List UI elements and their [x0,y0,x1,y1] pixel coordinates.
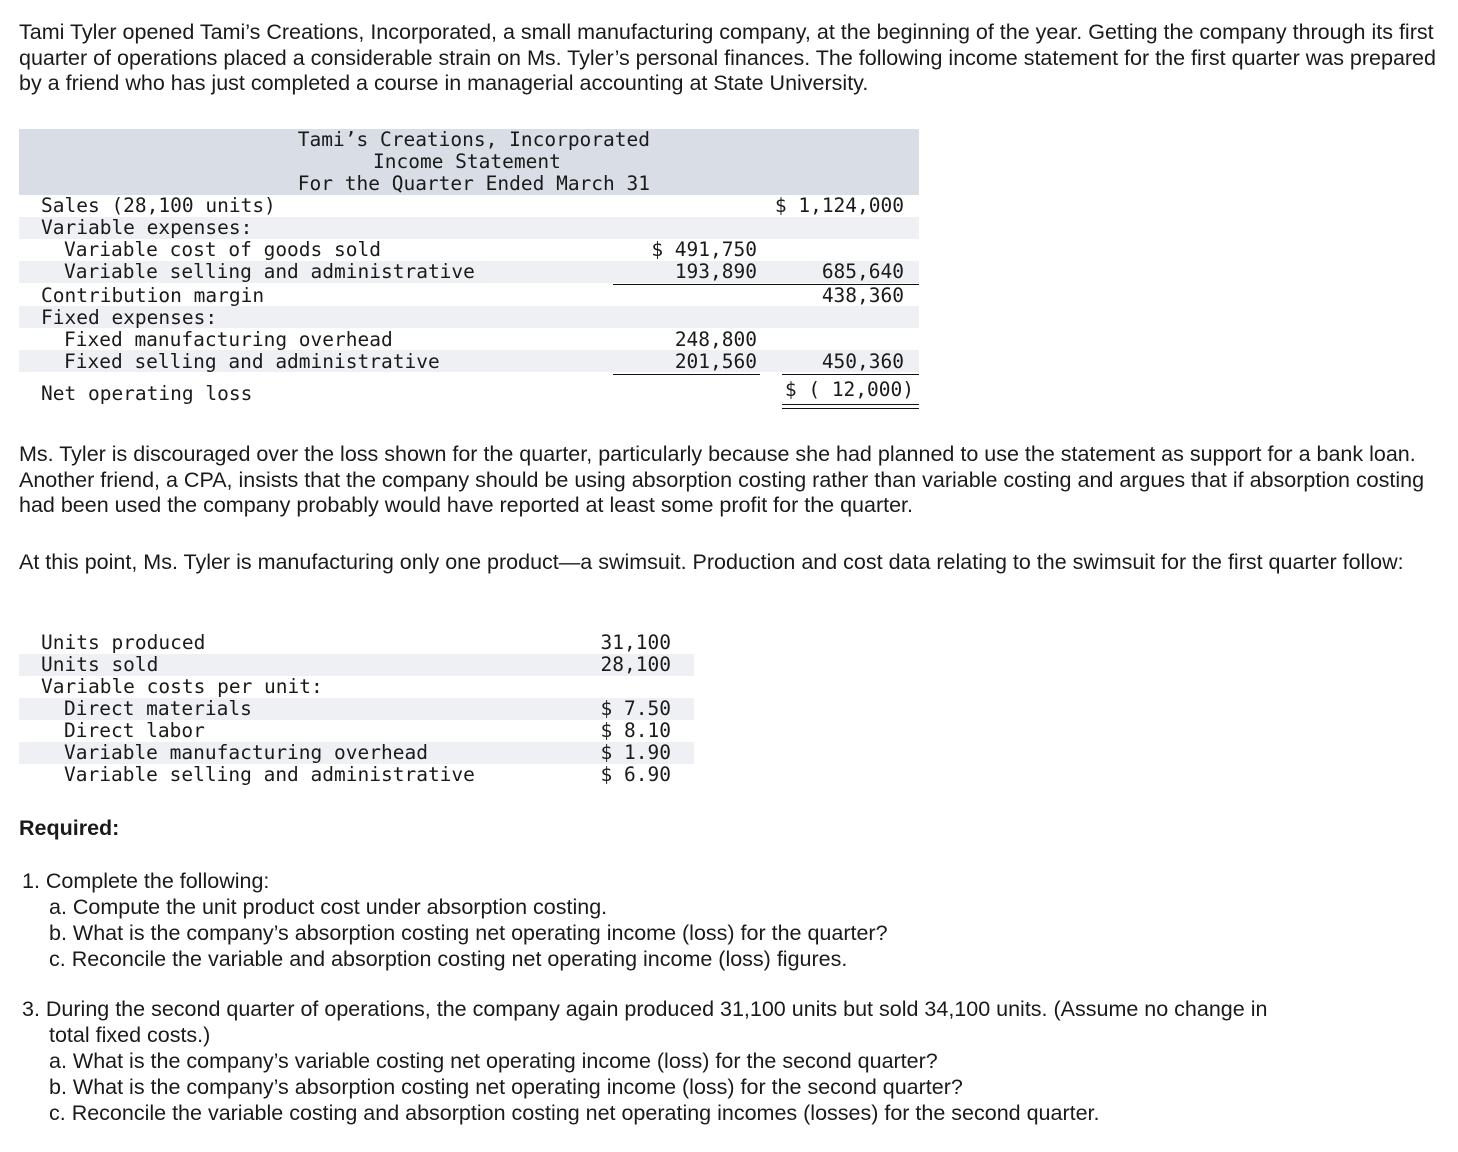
variable-sa-per-unit-value: $ 6.90 [600,763,671,786]
production-intro-paragraph: At this point, Ms. Tyler is manufacturing only one product—a swimsuit. Production and cost data relating to the swimsuit for the first quarter follow: [19,550,1404,574]
fixed-sa-label: Fixed selling and administrative [64,350,440,373]
question-1a: a. Compute the unit product cost under absorption costing. [49,895,608,919]
contribution-margin-value: 438,360 [821,284,904,307]
subtotal-rule [613,374,760,375]
fixed-sa-value: 201,560 [674,350,757,373]
units-produced-value: 31,100 [600,631,671,654]
sales-value: $ 1,124,000 [774,194,904,217]
double-underline [782,404,919,405]
statement-period: For the Quarter Ended March 31 [297,172,650,195]
required-heading: Required: [19,816,120,840]
net-operating-loss-value: $ ( 12,000) [784,378,914,401]
direct-labor-label: Direct labor [64,719,205,742]
question-3b: b. What is the company’s absorption costing net operating income (loss) for the second quarter? [49,1075,963,1099]
subtotal-rule [782,374,919,375]
fixed-expenses-total: 450,360 [821,350,904,373]
units-sold-value: 28,100 [600,653,671,676]
sales-label: Sales (28,100 units) [41,194,276,217]
fixed-mfg-overhead-value: 248,800 [674,328,757,351]
contribution-margin-label: Contribution margin [41,284,265,307]
variable-sa-label: Variable selling and administrative [64,260,475,283]
question-3: 3. During the second quarter of operations, the company again produced 31,100 units but sold 34,100 units. (Assume no change in [22,997,1268,1021]
question-3a: a. What is the company’s variable costing net operating income (loss) for the second quarter? [49,1049,938,1073]
question-1b: b. What is the company’s absorption costing net operating income (loss) for the quarter? [49,921,888,945]
double-underline [782,408,919,409]
fixed-mfg-overhead-label: Fixed manufacturing overhead [64,328,393,351]
vcogs-value: $ 491,750 [651,238,757,261]
discussion-paragraph: Ms. Tyler is discouraged over the loss shown for the quarter, particularly because she had planned to use the statement as support for a bank loan. Another friend, a CPA, insists that the company should be using absorption costing rather than variable costing and argues that if absorption costing had been used the company probably would have reported at least some profit for the quarter. [19,442,1425,517]
variable-expenses-label: Variable expenses: [41,216,253,239]
variable-expenses-total: 685,640 [821,260,904,283]
question-3-continued: total fixed costs.) [49,1023,211,1047]
units-produced-label: Units produced [41,631,206,654]
units-sold-label: Units sold [41,653,159,676]
question-1: 1. Complete the following: [22,869,270,893]
question-3c: c. Reconcile the variable costing and absorption costing net operating incomes (losses) for the second quarter. [49,1101,1100,1125]
variable-mfg-overhead-label: Variable manufacturing overhead [64,741,428,764]
variable-sa-per-unit-label: Variable selling and administrative [64,763,475,786]
variable-mfg-overhead-value: $ 1.90 [600,741,671,764]
net-operating-loss-label: Net operating loss [41,382,253,405]
direct-materials-value: $ 7.50 [600,697,671,720]
statement-company: Tami’s Creations, Incorporated [297,128,650,151]
variable-costs-per-unit-label: Variable costs per unit: [41,675,323,698]
question-1c: c. Reconcile the variable and absorption costing net operating income (loss) figures. [49,947,848,971]
intro-paragraph: Tami Tyler opened Tami’s Creations, Incorporated, a small manufacturing company, at the beginning of the year. Getting the company through its first quarter of operations placed a considerable strain on Ms. Tyler’s personal finances. The following income statement for the first quarter was prepared by a friend who has just completed a course in managerial accounting at State University. [19,20,1436,95]
vcogs-label: Variable cost of goods sold [64,238,381,261]
direct-labor-value: $ 8.10 [600,719,671,742]
statement-title: Income Statement [373,150,561,173]
direct-materials-label: Direct materials [64,697,252,720]
variable-sa-value: 193,890 [674,260,757,283]
fixed-expenses-label: Fixed expenses: [41,306,218,329]
